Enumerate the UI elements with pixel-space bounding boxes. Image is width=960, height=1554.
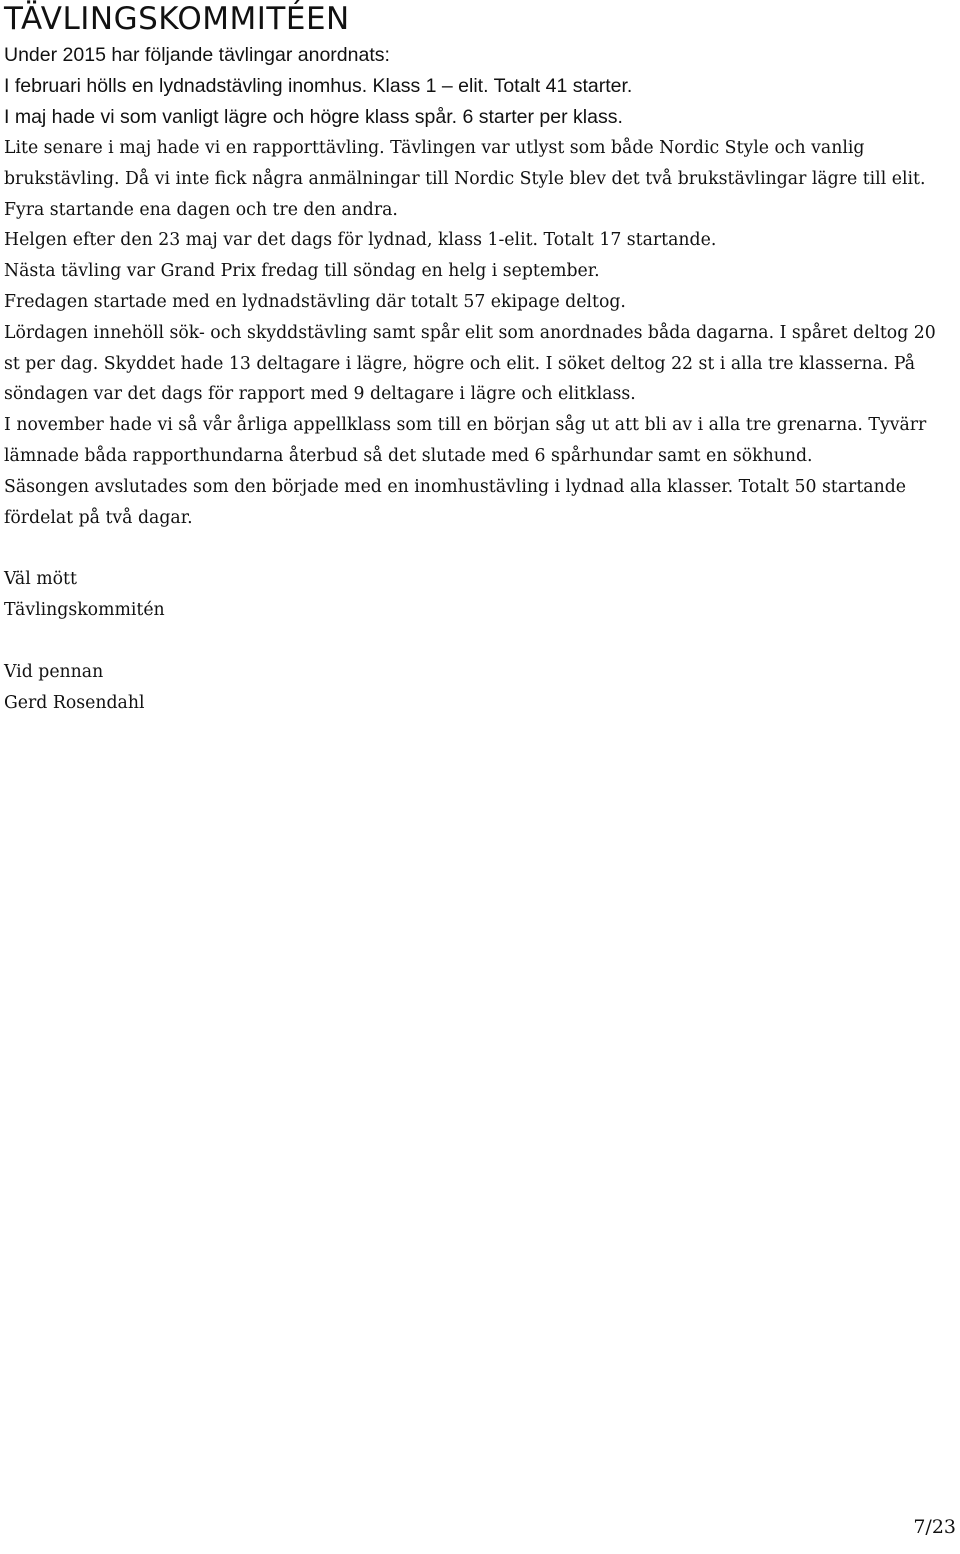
february-line: I februari hölls en lydnadstävling inomhus. Klass 1 – elit. Totalt 41 starter. xyxy=(4,75,633,97)
paragraph-rapport: Lite senare i maj hade vi en rapporttävling. Tävlingen var utlyst som både Nordic Style och vanlig brukstävling. Då vi inte fick några anmälningar till Nordic Style blev det två brukstävlingar lägre till elit. Fyra startande ena dagen och tre den andra. xyxy=(4,138,926,220)
closing-author: Gerd Rosendahl xyxy=(4,692,145,713)
page-title: TÄVLINGSKOMMITÉEN xyxy=(4,1,350,37)
paragraph-lydnad: Helgen efter den 23 maj var det dags för lydnad, klass 1-elit. Totalt 17 startande. xyxy=(4,230,717,251)
intro-line: Under 2015 har följande tävlingar anordnats: xyxy=(4,44,390,66)
spacer xyxy=(4,533,954,564)
paragraph-season-end: Säsongen avslutades som den började med en inomhustävling i lydnad alla klasser. Totalt 50 startande fördelat på två dagar. xyxy=(4,476,906,528)
closing-by-line: Vid pennan xyxy=(4,661,104,682)
paragraph-grand-prix: Nästa tävling var Grand Prix fredag till söndag en helg i september. xyxy=(4,261,600,282)
page-number: 7/23 xyxy=(913,1516,956,1538)
paragraph-friday: Fredagen startade med en lydnadstävling där totalt 57 ekipage deltog. xyxy=(4,291,626,312)
spacer xyxy=(4,626,954,657)
may-line: I maj hade vi som vanligt lägre och högre klass spår. 6 starter per klass. xyxy=(4,106,623,128)
closing-greeting: Väl mött xyxy=(4,569,77,590)
paragraph-november: I november hade vi så vår årliga appellklass som till en början såg ut att bli av i alla tre grenarna. Tyvärr lämnade båda rapporthundarna återbud så det slutade med 6 spårhundar samt en sökhund. xyxy=(4,415,927,466)
document-body xyxy=(4,0,954,719)
closing-committee: Tävlingskommitén xyxy=(4,600,165,621)
paragraph-saturday: Lördagen innehöll sök- och skyddstävling samt spår elit som anordnades båda dagarna. I spåret deltog 20 st per dag. Skyddet hade 13 deltagare i lägre, högre och elit. I söket deltog 22 st i alla tre klasserna. På söndagen var det dags för rapport med 9 deltagare i lägre och elitklass. xyxy=(4,322,936,405)
